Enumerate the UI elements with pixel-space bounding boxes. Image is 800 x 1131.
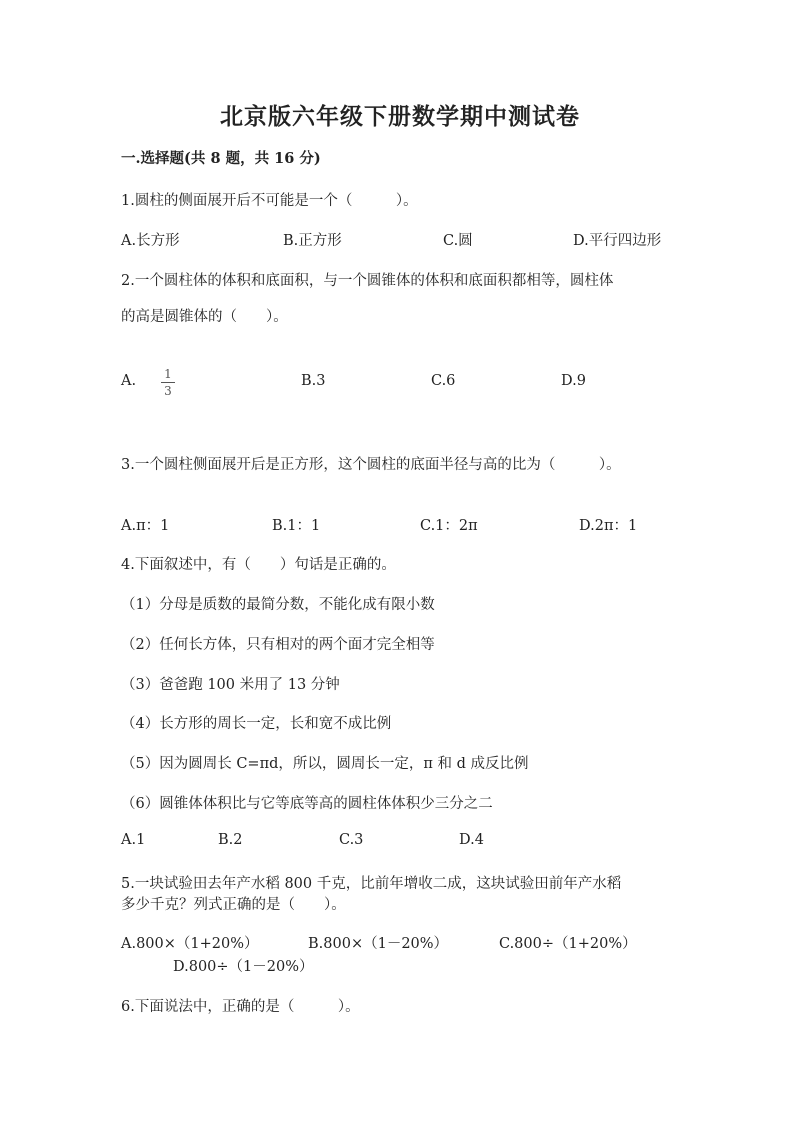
question-4-option-d[interactable]: D.4 xyxy=(459,832,484,848)
question-4-option-b[interactable]: B.2 xyxy=(218,832,243,848)
question-4-statement-2: （2）任何长方体，只有相对的两个面才完全相等 xyxy=(121,637,435,653)
question-5-option-b[interactable]: B.800×（1－20%） xyxy=(308,936,449,952)
question-5-option-c[interactable]: C.800÷（1+20%） xyxy=(499,936,637,952)
question-2-option-c[interactable]: C.6 xyxy=(431,373,456,389)
fraction-bar xyxy=(161,382,175,383)
question-3-option-b[interactable]: B.1：1 xyxy=(272,518,321,534)
question-3-option-c[interactable]: C.1：2π xyxy=(420,518,478,534)
question-4-statement-6: （6）圆锥体体积比与它等底等高的圆柱体体积少三分之二 xyxy=(121,796,493,812)
question-1-stem: 1.圆柱的侧面展开后不可能是一个（ ）。 xyxy=(121,193,418,209)
question-4-statement-1: （1）分母是质数的最简分数，不能化成有限小数 xyxy=(121,597,435,613)
question-4-stem: 4.下面叙述中，有（ ）句话是正确的。 xyxy=(121,557,396,573)
question-5-stem-line-1: 5.一块试验田去年产水稻 800 千克，比前年增收二成，这块试验田前年产水稻 xyxy=(121,876,622,892)
page-title: 北京版六年级下册数学期中测试卷 xyxy=(220,103,580,130)
question-3-option-d[interactable]: D.2π：1 xyxy=(579,518,638,534)
fraction-denominator: 3 xyxy=(164,384,172,398)
question-4-option-c[interactable]: C.3 xyxy=(339,832,364,848)
question-2-stem-line-1: 2.一个圆柱体的体积和底面积，与一个圆锥体的体积和底面积都相等，圆柱体 xyxy=(121,273,614,289)
question-5-stem-line-2: 多少千克？列式正确的是（ ）。 xyxy=(121,897,346,913)
question-3-stem: 3.一个圆柱侧面展开后是正方形，这个圆柱的底面半径与高的比为（ ）。 xyxy=(121,457,621,473)
question-2-stem-line-2: 的高是圆锥体的（ ）。 xyxy=(121,309,288,325)
question-1-option-d[interactable]: D.平行四边形 xyxy=(573,233,662,249)
question-5-option-d[interactable]: D.800÷（1－20%） xyxy=(173,959,314,975)
question-1-option-a[interactable]: A.长方形 xyxy=(121,233,180,249)
question-4-statement-3: （3）爸爸跑 100 米用了 13 分钟 xyxy=(121,677,340,693)
section-heading: 一.选择题(共 8 题，共 16 分) xyxy=(121,150,321,167)
question-1-option-c[interactable]: C.圆 xyxy=(443,233,473,249)
question-4-statement-4: （4）长方形的周长一定，长和宽不成比例 xyxy=(121,716,392,732)
question-2-option-b[interactable]: B.3 xyxy=(301,373,326,389)
question-3-option-a[interactable]: A.π：1 xyxy=(121,518,170,534)
question-2-option-a[interactable]: A. xyxy=(121,373,137,389)
question-2-option-d[interactable]: D.9 xyxy=(561,373,586,389)
question-4-option-a[interactable]: A.1 xyxy=(121,832,146,848)
question-6-stem: 6.下面说法中，正确的是（ ）。 xyxy=(121,999,360,1015)
fraction-numerator: 1 xyxy=(164,367,172,381)
question-4-statement-5: （5）因为圆周长 C=πd，所以，圆周长一定，π 和 d 成反比例 xyxy=(121,756,529,772)
fraction-one-third xyxy=(161,367,175,398)
question-1-option-b[interactable]: B.正方形 xyxy=(283,233,342,249)
question-5-option-a[interactable]: A.800×（1+20%） xyxy=(121,936,259,952)
